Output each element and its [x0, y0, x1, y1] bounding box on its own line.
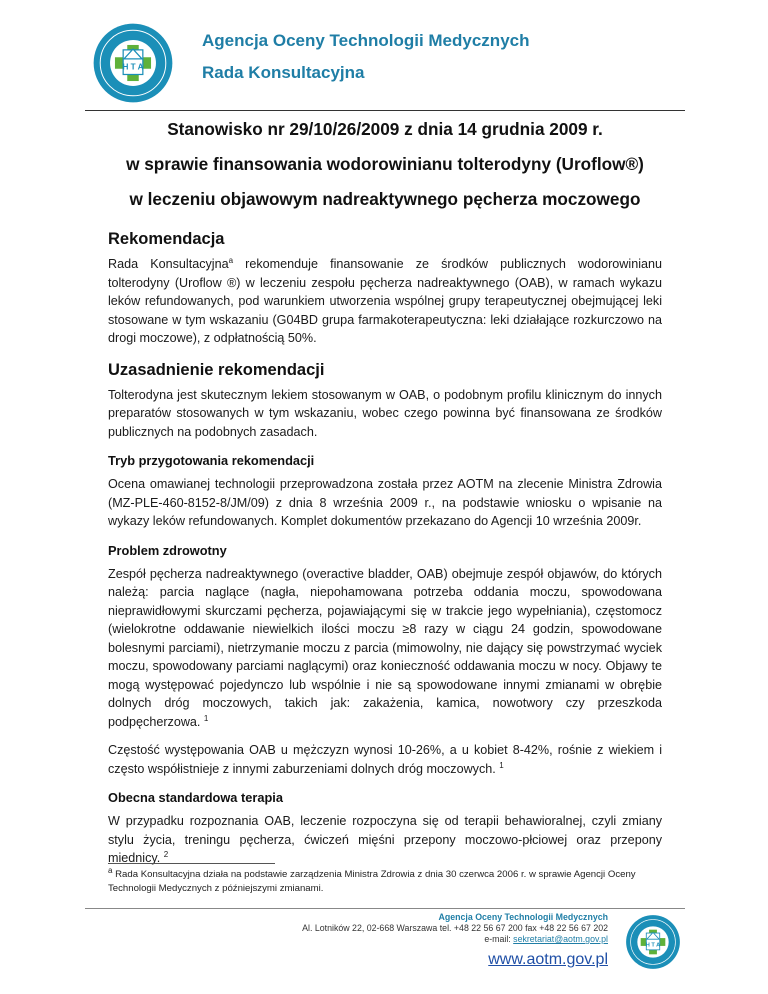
footnote-ref: a: [228, 255, 234, 265]
aotm-logo: [92, 22, 174, 104]
header-divider: [85, 110, 685, 111]
rekomendacja-lead: Rada Konsultacyjna: [108, 257, 229, 271]
rekomendacja-text: rekomenduje finansowanie ze środków publicznych wodorowinianu tolterodyny (Uroflow ®) w leczeniu zespołu pęcherza nadreaktywnego (OAB), w ramach wykazu leków refundowanych, pod warunkiem utworzenia wspólnej grupy terapeutycznej obejmującej leki stosowane w tym wskazaniu (G04BD grupa farmakoterapeutyczna: leki działające rozkurczowo na drogi moczowe), z odpłatnością 50%.: [108, 257, 663, 345]
citation-ref: 2: [163, 849, 169, 859]
document-subtitle-2: w leczeniu objawowym nadreaktywnego pęcherza moczowego: [129, 189, 641, 209]
document-subtitle-1: w sprawie finansowania wodorowinianu tolterodyny (Uroflow®): [126, 154, 644, 174]
aotm-logo-small: [625, 914, 681, 970]
council-name: Rada Konsultacyjna: [202, 63, 365, 82]
footer-address: Al. Lotników 22, 02-668 Warszawa tel. +48 22 56 67 200 fax +48 22 56 67 202: [302, 923, 608, 933]
problem-paragraph-2: [108, 741, 662, 778]
section-heading-problem: Problem zdrowotny: [108, 542, 227, 558]
footnote-text: Rada Konsultacyjna działa na podstawie zarządzenia Ministra Zdrowia z dnia 30 czerwca 2006 r. w sprawie Agencji Oceny Technologii Medycznych z późniejszymi zmianami.: [108, 869, 636, 894]
uzasadnienie-paragraph: Tolterodyna jest skutecznym lekiem stosowanym w OAB, o podobnym profilu klinicznym do innych preparatów stosowanych w tym wskazaniu, wobec czego powinna być finansowana ze środków publicznych na podobnych zasadach.: [108, 387, 662, 439]
footer-email-label: e-mail:: [484, 934, 514, 944]
document-body: [108, 229, 662, 868]
rekomendacja-paragraph: [108, 255, 662, 348]
footer-email-link[interactable]: sekretariat@aotm.gov.pl: [513, 934, 608, 944]
citation-ref: 1: [203, 713, 209, 723]
section-heading-rekomendacja: Rekomendacja: [108, 230, 225, 248]
footer-contact: [302, 912, 608, 945]
terapia-paragraph: [108, 812, 662, 868]
logo-letters-small: H T A: [645, 942, 661, 949]
terapia-text: W przypadku rozpoznania OAB, leczenie rozpoczyna się od terapii behawioralnej, czyli zmiany stylu życia, treningu pęcherza, ćwiczeń mięśni przepony moczowo-płciowej oraz przepony miednicy.: [108, 814, 662, 865]
problem-text-1: Zespół pęcherza nadreaktywnego (overactive bladder, OAB) obejmuje zespół objawów, do których należą: parcia naglące (nagła, niepohamowana potrzeba oddania moczu, spowodowana nieprawidłowymi skurczami pęcherza, pojawiającymi się w trakcie jego wypełniania), częstomocz (wielokrotne oddawanie niewielkich ilości moczu ≥8 razy w ciągu 24 godzin, spowodowane bolesnymi parciami), nietrzymanie moczu z parcia (mimowolny, nie dający się powstrzymać wyciek moczu, spowodowany parciami naglącymi) oraz konieczność oddawania moczu w nocy. Objawy te mogą występować pojedynczo lub wspólnie i nie są spowodowane innymi zmianami w obrębie dolnych dróg moczowych, takich jak: zakażenia, kamica, nowotwory czy przeszkoda podpęcherzowa.: [108, 566, 662, 729]
section-heading-tryb: Tryb przygotowania rekomendacji: [108, 453, 315, 468]
tryb-paragraph: Ocena omawianej technologii przeprowadzona została przez AOTM na zlecenie Ministra Zdrowia (MZ-PLE-460-8152-8/JM/09) z dnia 8 września 2009 r., na podstawie wniosku o wpisanie na wykazy leków refundowanych. Komplet dokumentów przekazano do Agencji 10 września 2009r.: [108, 477, 662, 528]
problem-text-2: Częstość występowania OAB u mężczyzn wynosi 10-26%, a u kobiet 8-42%, rośnie z wiekiem i często współistnieje z innymi zaburzeniami dolnych dróg moczowych.: [108, 743, 662, 776]
footnote: [108, 865, 662, 896]
citation-ref: 1: [499, 760, 504, 770]
footnote-divider: [108, 863, 275, 864]
footer-divider: [85, 908, 685, 909]
footer-email-line: [302, 934, 608, 945]
logo-letters: H T A: [122, 62, 144, 72]
document-title: Stanowisko nr 29/10/26/2009 z dnia 14 grudnia 2009 r.: [167, 119, 603, 139]
section-heading-uzasadnienie: Uzasadnienie rekomendacji: [108, 360, 325, 379]
footnote-mark: a: [108, 865, 113, 875]
problem-paragraph-1: [108, 565, 662, 732]
org-name: Agencja Oceny Technologii Medycznych: [202, 31, 530, 50]
footer-org: Agencja Oceny Technologii Medycznych: [438, 912, 608, 922]
footer-website-link[interactable]: www.aotm.gov.pl: [488, 951, 608, 968]
section-heading-terapia: Obecna standardowa terapia: [108, 790, 283, 805]
